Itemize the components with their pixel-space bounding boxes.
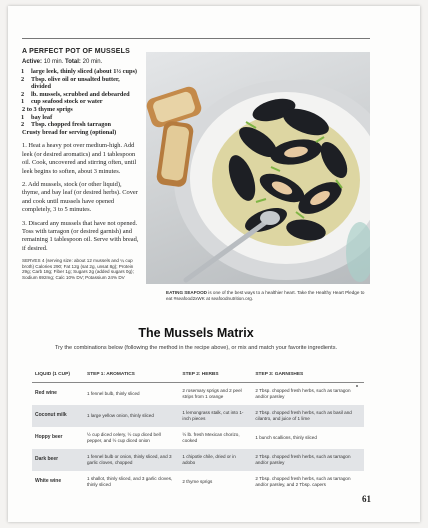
recipe-steps [22, 142, 140, 253]
active-label: Active: [22, 59, 43, 65]
column-header: STEP 1: AROMATICS [84, 367, 179, 383]
ingredient-text: Crusty bread for serving (optional) [22, 128, 117, 136]
table-cell: 1 fennel bulb or onion, thinly sliced, and 3 garlic cloves, chopped [84, 449, 179, 471]
ingredient-qty: 2 [21, 90, 25, 98]
table-body [32, 383, 364, 494]
ingredient-text: lb. mussels, scrubbed and debearded [31, 90, 130, 98]
column-header: STEP 3: GARNISHES [252, 367, 364, 383]
top-rule [22, 38, 370, 39]
ingredient-qty: 2 [21, 75, 25, 83]
ingredient-qty: 2 [21, 121, 25, 129]
recipe-time [22, 59, 140, 65]
table-cell: 2 Tbsp. chopped fresh herbs, such as tarragon and/or parsley, and 2 Tbsp. capers [255, 476, 351, 487]
liquid-cell: Red wine [35, 390, 57, 397]
table-row [32, 405, 364, 427]
recipe-step: 2. Add mussels, stock (or other liquid), thyme, and bay leaf (or desired herbs). Cover and cook until mussels have opened completely, 3 to 5 minutes. [22, 180, 138, 214]
matrix-subtitle: Try the combinations below (following the method in the recipe above), or mix and match your favorite ingredients. [54, 345, 338, 351]
caption-bold: EATING SEAFOOD [166, 290, 208, 295]
ingredient-text: bay leaf [31, 113, 53, 121]
total-time: 20 min. [82, 59, 103, 65]
ingredient-item [22, 121, 140, 129]
recipe-title: A PERFECT POT OF MUSSELS [22, 48, 130, 55]
ingredient-item [22, 98, 140, 106]
ingredient-item [22, 114, 140, 122]
table-row [32, 383, 364, 406]
liquid-cell: Hoppy beer [35, 434, 63, 441]
photo-caption [166, 290, 366, 302]
table-cell: 1 large yellow onion, thinly sliced [84, 405, 179, 427]
ingredient-item [22, 68, 140, 76]
liquid-cell: White wine [35, 478, 62, 485]
ingredient-text: 2 to 3 thyme sprigs [22, 105, 73, 113]
table-cell: 1 fennel bulb, thinly sliced [87, 391, 140, 397]
table-cell: 1 bunch scallions, thinly sliced [255, 435, 317, 441]
table-header-row [32, 367, 364, 383]
active-time: 10 min. [43, 59, 64, 65]
recipe-step: 1. Heat a heavy pot over medium-high. Add leek (or desired aromatics) and 1 tablespoon oil. Cook, uncovered and stirring often, until leek begins to soften, about 3 minutes. [22, 142, 137, 175]
liquid-cell: Coconut milk [32, 405, 84, 427]
caption-text: is one of the best ways to a healthier heart. Take the Healthy Heart Pledge to eat #seafood2xWK at seafoodnutrition.org. [166, 290, 365, 301]
mussels-bowl-illustration [146, 52, 370, 284]
ingredient-item [22, 91, 140, 99]
table-cell: 1 chipotle chile, dried or in adobo [179, 449, 252, 471]
ingredient-item [22, 76, 140, 91]
ingredient-text: Tbsp. olive oil or unsalted butter, divided [31, 75, 120, 91]
table-cell: 2 rosemary sprigs and 2 peel strips from 1 orange [182, 388, 242, 399]
mussels-photo [146, 52, 370, 284]
ingredient-text: cup seafood stock or water [31, 98, 103, 106]
table-cell: 1 shallot, thinly sliced, and 3 garlic cloves, thinly sliced [87, 476, 173, 487]
ingredient-text: Tbsp. chopped fresh tarragon [31, 121, 112, 129]
decorative-dot [356, 385, 358, 387]
ingredient-item [22, 106, 140, 114]
table-cell: 1 lemongrass stalk, cut into 1-inch pieces [179, 405, 252, 427]
table-row [32, 427, 364, 449]
table-cell: ½ lb. fresh Mexican chorizo, cooked [182, 432, 240, 443]
ingredient-qty: 1 [21, 68, 25, 75]
ingredient-text: large leek, thinly sliced (about 1½ cups) [31, 68, 137, 75]
column-header: LIQUID (1 CUP) [32, 367, 84, 383]
table-row [32, 449, 364, 471]
table-cell: ½ cup diced celery, ½ cup diced bell pepper, and ½ cup diced onion [87, 432, 161, 443]
table-cell: 2 Tbsp. chopped fresh herbs, such as tarragon and/or parsley [252, 449, 364, 471]
ingredients-list [22, 68, 140, 136]
matrix-title: The Mussels Matrix [138, 326, 254, 340]
recipe-step: 3. Discard any mussels that have not opened. Toss with tarragon (or desired garnish) and remaining 1 tablespoon oil. Serve with bread, if desired. [22, 219, 139, 252]
ingredient-item [22, 129, 140, 137]
ingredient-qty: 1 [21, 113, 25, 121]
recipe-column [22, 44, 140, 281]
ingredient-qty: 1 [21, 98, 25, 106]
total-label: Total: [65, 59, 81, 65]
page-number: 61 [362, 494, 371, 504]
table-cell: 2 thyme sprigs [182, 479, 213, 485]
nutrition-info: SERVES 4 (serving size: about 12 mussels and ¼ cup broth) Calories 290; Fat 12g (sat 2g, unsat 8g); Protein 29g; Carb 18g; Fiber 1g; Sugars 2g (added sugars 0g); Sodium 692mg; Calc 10% DV; Potassium 24% DV [22, 258, 134, 280]
liquid-cell: Dark beer [32, 449, 84, 471]
mussels-matrix-table [32, 367, 364, 493]
table-cell: 2 Tbsp. chopped fresh herbs, such as basil and cilantro, and juice of 1 lime [252, 405, 364, 427]
table-row [32, 471, 364, 493]
table-cell: 2 Tbsp. chopped fresh herbs, such as tarragon and/or parsley [255, 388, 351, 399]
column-header: STEP 2: HERBS [179, 367, 252, 383]
